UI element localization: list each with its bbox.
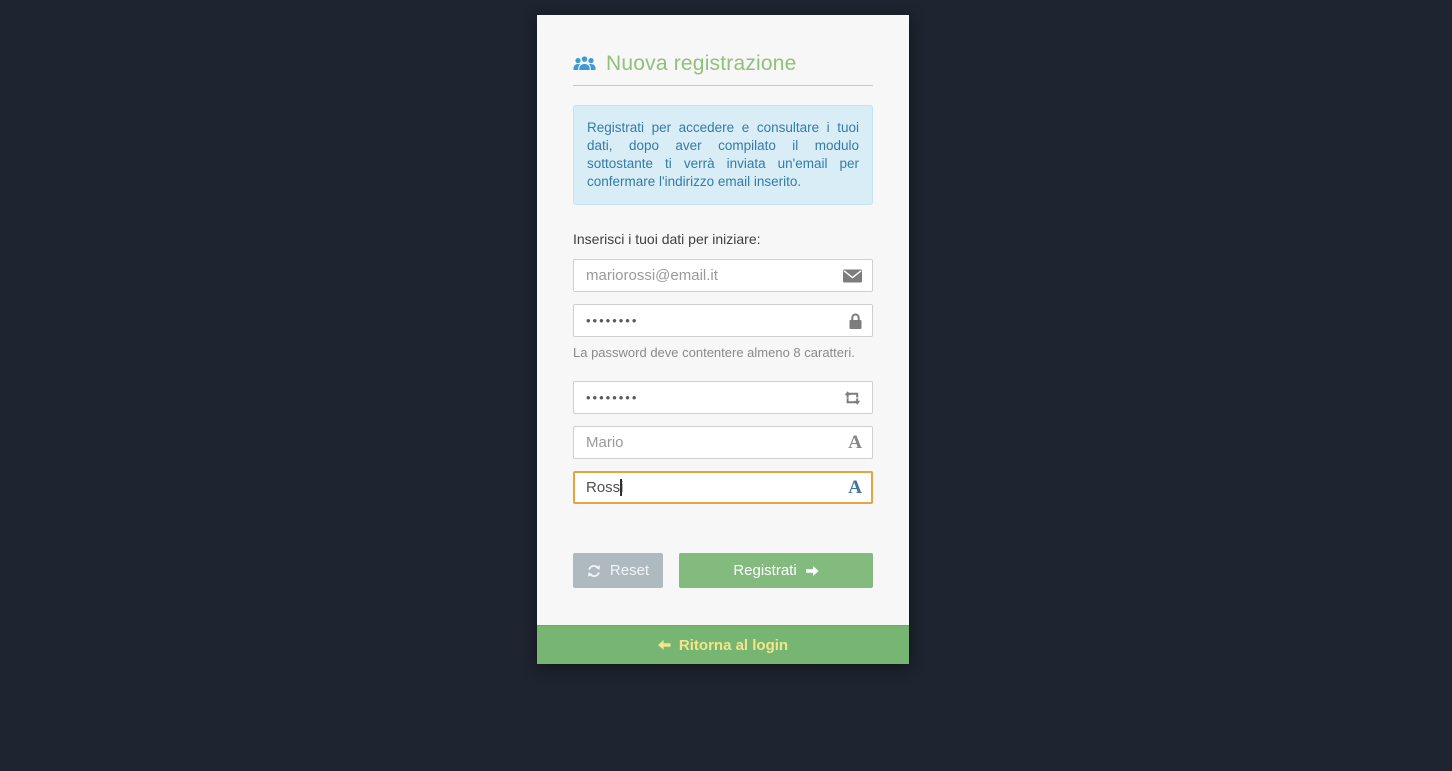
users-icon <box>573 55 596 72</box>
envelope-icon <box>843 269 862 283</box>
arrow-right-icon <box>806 565 819 577</box>
form-intro-label: Inserisci i tuoi dati per iniziare: <box>573 231 761 247</box>
first-name-field-group <box>573 426 873 459</box>
register-button[interactable] <box>679 553 873 588</box>
registration-card-body <box>537 15 909 625</box>
password-confirm-field-group <box>573 381 873 414</box>
retweet-icon <box>843 390 862 405</box>
info-box <box>573 105 873 205</box>
email-field-group <box>573 259 873 292</box>
page-title: Nuova registrazione <box>606 52 797 75</box>
arrow-left-icon <box>658 639 671 651</box>
registration-card <box>537 15 909 664</box>
register-button-label: Registrati <box>733 562 797 579</box>
last-name-input[interactable] <box>573 471 873 504</box>
password-hint: La password deve contentere almeno 8 caratteri. <box>573 345 855 360</box>
reset-button[interactable] <box>573 553 663 588</box>
password-input[interactable] <box>573 304 873 337</box>
password-confirm-input[interactable] <box>573 381 873 414</box>
info-text: Registrati per accedere e consultare i tuoi dati, dopo aver compilato il modulo sottostante ti verrà inviata un'email per confermare l'indirizzo email inserito. <box>587 120 859 189</box>
return-to-login-button[interactable] <box>537 625 909 664</box>
page-title-block <box>573 51 873 86</box>
first-name-input[interactable] <box>573 426 873 459</box>
email-input[interactable] <box>573 259 873 292</box>
password-field-group <box>573 304 873 337</box>
lock-icon <box>849 312 862 329</box>
last-name-field-group <box>573 471 873 504</box>
return-to-login-label: Ritorna al login <box>678 636 789 654</box>
refresh-icon <box>587 564 601 578</box>
form-actions <box>573 553 873 588</box>
text-cursor <box>620 479 622 496</box>
reset-button-label: Reset <box>609 562 650 579</box>
